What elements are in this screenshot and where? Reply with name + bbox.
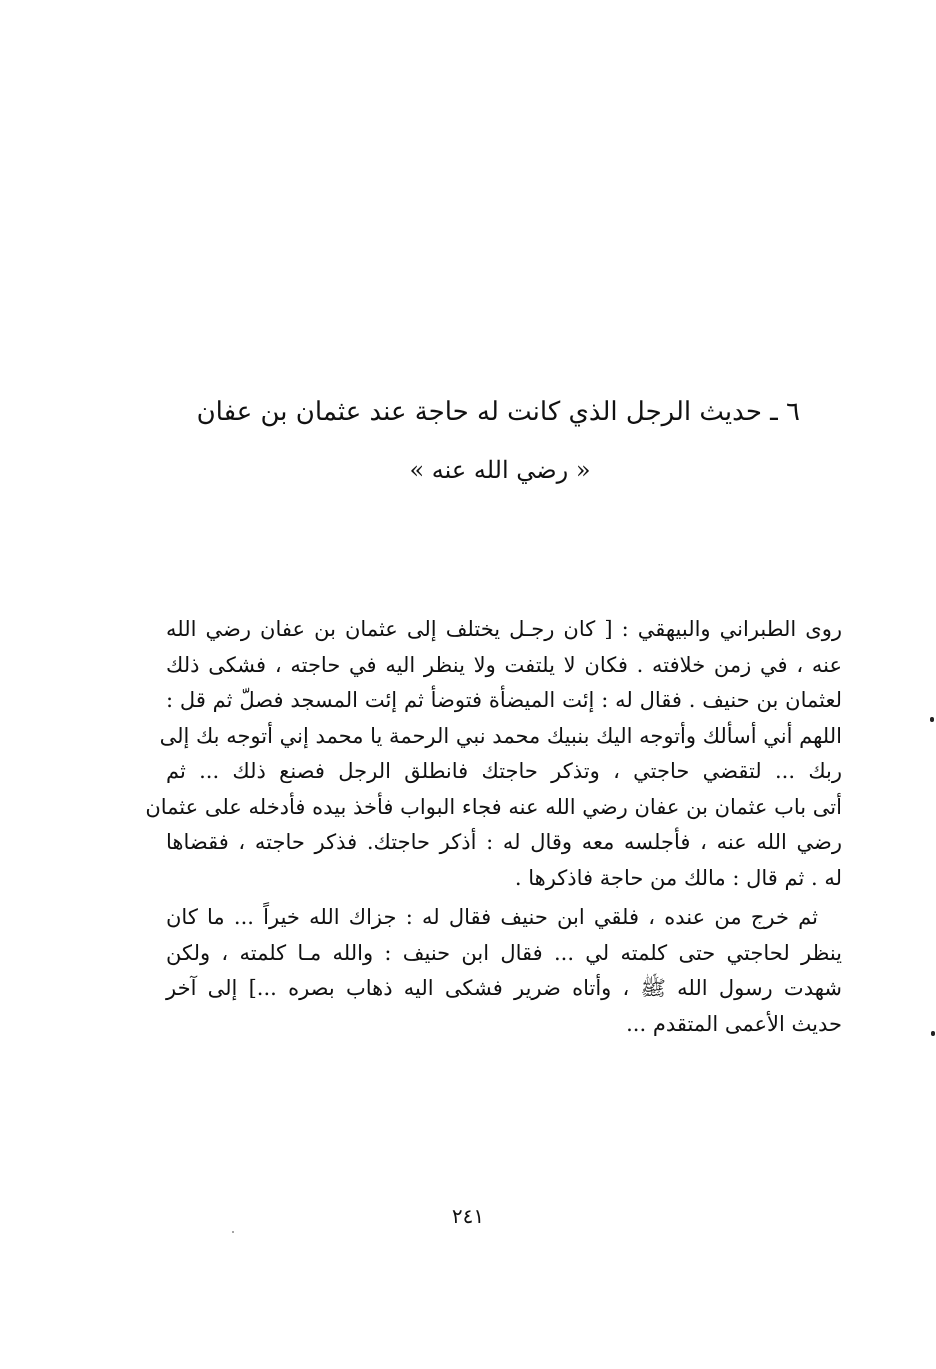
text-line: له . ثم قال : مالك من حاجة فاذكرها . xyxy=(514,865,842,890)
paragraph-1 xyxy=(145,612,842,896)
paragraph-2 xyxy=(166,900,842,1042)
text-line: ينظر لحاجتي حتى كلمته لي ... فقال ابن حنيف : والله مـا كلمته ، ولكن xyxy=(166,940,842,965)
text-line: ثم خرج من عنده ، فلقي ابن حنيف فقال له : جزاك الله خيراً ... ما كان xyxy=(166,905,818,929)
chapter-title-honorific: « رضي الله عنه » xyxy=(409,456,591,484)
chapter-title: ٦ ـ حديث الرجل الذي كانت له حاجة عند عثمان بن عفان xyxy=(196,397,800,427)
text-line: رضي الله عنه ، فأجلسه معه وقال له : أذكر حاجتك. فذكر حاجته ، فقضاها xyxy=(166,830,842,854)
scan-speck xyxy=(931,1031,935,1036)
text-line: حديث الأعمى المتقدم ... xyxy=(626,1011,842,1036)
page-number: ٢٤١ xyxy=(451,1204,485,1228)
scan-speck xyxy=(232,1231,234,1233)
text-line: أتى باب عثمان بن عفان رضي الله عنه فجاء البواب فأخذ بيده فأدخله على عثمان xyxy=(145,794,842,819)
scan-speck xyxy=(930,717,934,722)
text-line: لعثمان بن حنيف . فقال له : إئت الميضأة فتوضأ ثم إئت المسجد فصلّ ثم قل : xyxy=(166,688,842,712)
text-line: شهدت رسول الله ﷺ ، وأتاه ضرير فشكى اليه ذهاب بصره ...] إلى آخر xyxy=(166,976,842,1000)
text-line: عنه ، في زمن خلافته . فكان لا يلتفت ولا ينظر اليه في حاجته ، فشكى ذلك xyxy=(166,652,842,677)
text-line: اللهم أني أسألك وأتوجه اليك بنبيك محمد نبي الرحمة يا محمد إني أتوجه بك إلى xyxy=(159,723,842,748)
body-text xyxy=(145,612,842,1042)
chapter-heading xyxy=(196,392,800,490)
text-line: روى الطبراني والبيهقي : [ كان رجـل يختلف إلى عثمان بن عفان رضي الله xyxy=(166,617,842,641)
text-line: ربك ... لتقضي حاجتي ، وتذكر حاجتك فانطلق الرجل فصنع ذلك ... ثم xyxy=(166,759,842,783)
